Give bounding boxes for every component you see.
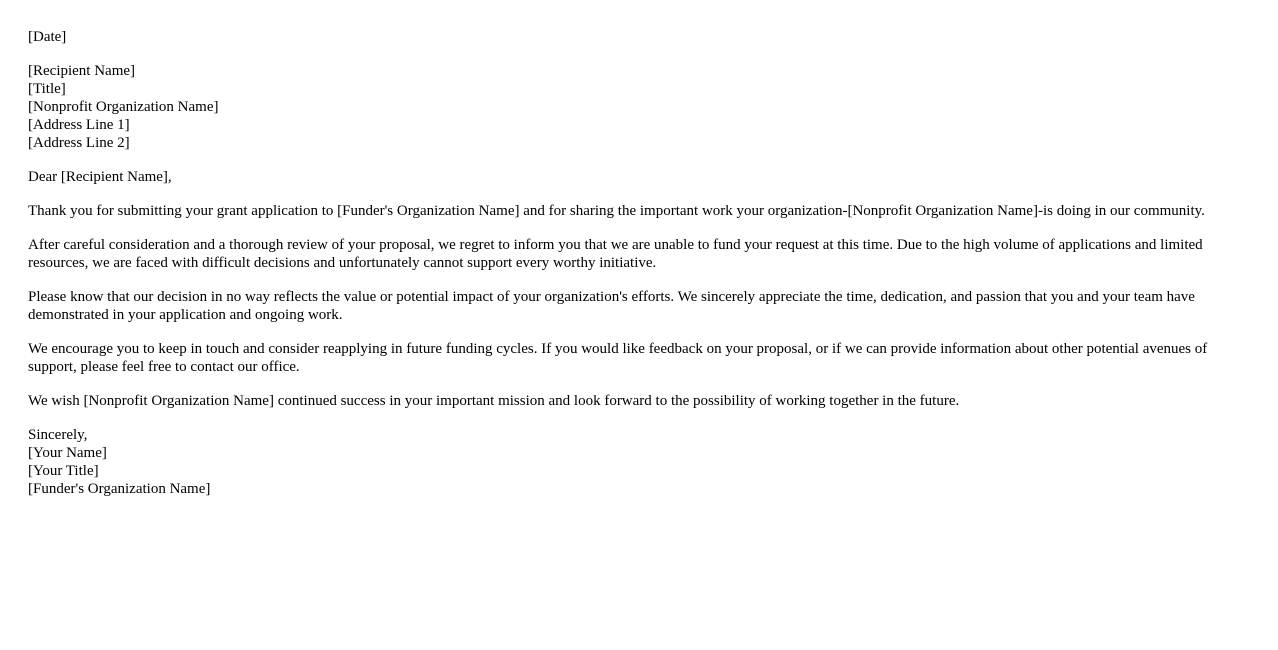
date-text: [Date] <box>28 29 67 45</box>
signer-name: [Your Name] <box>28 445 107 461</box>
recipient-address-block <box>28 62 1250 152</box>
recipient-address-line-2: [Address Line 2] <box>28 135 130 151</box>
closing: Sincerely, <box>28 427 88 443</box>
recipient-address-line-1: [Address Line 1] <box>28 117 130 133</box>
signature-block <box>28 426 1250 498</box>
body-paragraph-appreciation: Please know that our decision in no way reflects the value or potential impact of your organization's efforts. We sincerely appreciate the time, dedication, and passion that you and your team have demonstrated in your application and ongoing work. <box>28 289 1195 323</box>
body-paragraph-encouragement: We encourage you to keep in touch and consider reapplying in future funding cycles. If you would like feedback on your proposal, or if we can provide information about other potential avenues of support, please feel free to contact our office. <box>28 341 1208 375</box>
letter-date <box>28 28 1250 46</box>
recipient-name: [Recipient Name] <box>28 63 136 79</box>
recipient-organization: [Nonprofit Organization Name] <box>28 99 219 115</box>
body-paragraph-decision: After careful consideration and a thorough review of your proposal, we regret to inform you that we are unable to fund your request at this time. Due to the high volume of applications and limited resources, we are faced with difficult decisions and unfortunately cannot support every worthy initiative. <box>28 237 1203 271</box>
body-paragraph-wishes: We wish [Nonprofit Organization Name] continued success in your important mission and look forward to the possibility of working together in the future. <box>28 393 960 409</box>
salutation-block <box>28 168 1250 186</box>
recipient-title: [Title] <box>28 81 66 97</box>
letter <box>28 28 1250 514</box>
body-paragraph-thanks: Thank you for submitting your grant application to [Funder's Organization Name] and for sharing the important work your organization-[Nonprofit Organization Name]-is doing in our community. <box>28 203 1205 219</box>
signer-organization: [Funder's Organization Name] <box>28 481 211 497</box>
signer-title: [Your Title] <box>28 463 99 479</box>
salutation: Dear [Recipient Name], <box>28 169 172 185</box>
